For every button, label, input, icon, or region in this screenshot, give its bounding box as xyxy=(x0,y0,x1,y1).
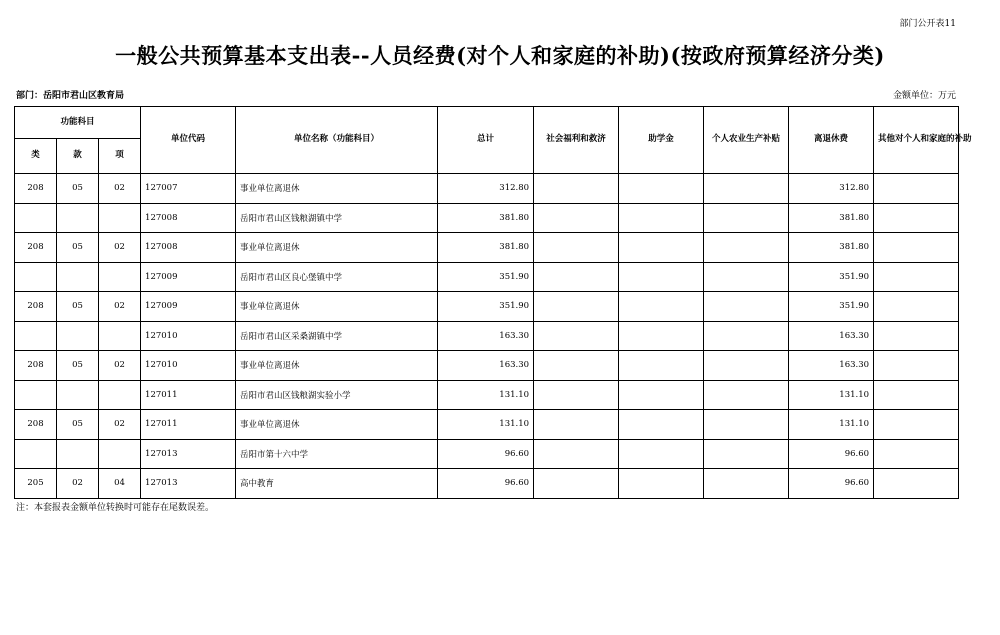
cell-lei xyxy=(15,203,57,233)
cell-lei: 208 xyxy=(15,351,57,381)
cell-stipend xyxy=(619,439,704,469)
cell-welfare xyxy=(534,469,619,499)
header-xiang: 项 xyxy=(99,139,141,174)
cell-unit-code: 127009 xyxy=(141,262,236,292)
header-retire: 离退休费 xyxy=(789,107,874,174)
cell-lei xyxy=(15,321,57,351)
cell-stipend xyxy=(619,380,704,410)
cell-agri-subsidy xyxy=(704,321,789,351)
cell-lei: 208 xyxy=(15,174,57,204)
cell-agri-subsidy xyxy=(704,292,789,322)
cell-unit-code: 127008 xyxy=(141,233,236,263)
cell-welfare xyxy=(534,351,619,381)
header-unit-name: 单位名称（功能科目） xyxy=(236,107,438,174)
cell-unit-name: 事业单位离退休 xyxy=(236,292,438,322)
cell-agri-subsidy xyxy=(704,262,789,292)
cell-lei: 208 xyxy=(15,233,57,263)
department-label: 部门：岳阳市君山区教育局 xyxy=(16,91,125,101)
cell-lei xyxy=(15,439,57,469)
table-row xyxy=(15,262,959,292)
cell-other-subsidy xyxy=(874,292,959,322)
header-other-subsidy: 其他对个人和家庭的补助 xyxy=(874,107,959,174)
cell-xiang xyxy=(99,321,141,351)
cell-stipend xyxy=(619,203,704,233)
cell-unit-code: 127007 xyxy=(141,174,236,204)
cell-other-subsidy xyxy=(874,262,959,292)
table-row xyxy=(15,439,959,469)
cell-unit-code: 127010 xyxy=(141,321,236,351)
cell-xiang: 04 xyxy=(99,469,141,499)
cell-welfare xyxy=(534,439,619,469)
cell-welfare xyxy=(534,174,619,204)
cell-kuan xyxy=(57,321,99,351)
cell-xiang xyxy=(99,262,141,292)
table-row xyxy=(15,351,959,381)
cell-lei xyxy=(15,380,57,410)
cell-kuan: 05 xyxy=(57,351,99,381)
cell-xiang xyxy=(99,439,141,469)
cell-unit-code: 127009 xyxy=(141,292,236,322)
cell-total: 163.30 xyxy=(438,321,534,351)
cell-kuan: 05 xyxy=(57,410,99,440)
table-row xyxy=(15,174,959,204)
table-row xyxy=(15,292,959,322)
cell-xiang: 02 xyxy=(99,233,141,263)
cell-agri-subsidy xyxy=(704,410,789,440)
cell-total: 312.80 xyxy=(438,174,534,204)
expenditure-table xyxy=(14,106,972,499)
cell-kuan xyxy=(57,439,99,469)
table-row xyxy=(15,380,959,410)
cell-agri-subsidy xyxy=(704,233,789,263)
cell-unit-name: 岳阳市君山区钱粮湖镇中学 xyxy=(236,203,438,233)
table-row xyxy=(15,233,959,263)
cell-total: 381.80 xyxy=(438,203,534,233)
cell-unit-name: 事业单位离退休 xyxy=(236,351,438,381)
cell-other-subsidy xyxy=(874,351,959,381)
header-func-subject: 功能科目 xyxy=(15,107,141,139)
cell-unit-code: 127008 xyxy=(141,203,236,233)
cell-xiang: 02 xyxy=(99,351,141,381)
cell-retire: 96.60 xyxy=(789,469,874,499)
cell-stipend xyxy=(619,262,704,292)
cell-total: 163.30 xyxy=(438,351,534,381)
cell-welfare xyxy=(534,410,619,440)
cell-stipend xyxy=(619,174,704,204)
cell-retire: 351.90 xyxy=(789,292,874,322)
cell-welfare xyxy=(534,292,619,322)
cell-total: 96.60 xyxy=(438,469,534,499)
header-unit-code: 单位代码 xyxy=(141,107,236,174)
cell-lei: 208 xyxy=(15,292,57,322)
cell-lei: 208 xyxy=(15,410,57,440)
cell-unit-code: 127011 xyxy=(141,410,236,440)
cell-unit-name: 岳阳市君山区良心堡镇中学 xyxy=(236,262,438,292)
cell-lei xyxy=(15,262,57,292)
page-title: 一般公共预算基本支出表--人员经费(对个人和家庭的补助)(按政府预算经济分类) xyxy=(115,43,885,68)
cell-stipend xyxy=(619,351,704,381)
cell-xiang xyxy=(99,203,141,233)
cell-other-subsidy xyxy=(874,410,959,440)
cell-retire: 381.80 xyxy=(789,233,874,263)
cell-stipend xyxy=(619,321,704,351)
cell-unit-name: 事业单位离退休 xyxy=(236,174,438,204)
header-welfare: 社会福利和救济 xyxy=(534,107,619,174)
cell-retire: 351.90 xyxy=(789,262,874,292)
cell-kuan: 05 xyxy=(57,174,99,204)
cell-kuan: 05 xyxy=(57,292,99,322)
cell-agri-subsidy xyxy=(704,439,789,469)
cell-kuan xyxy=(57,203,99,233)
cell-unit-name: 事业单位离退休 xyxy=(236,233,438,263)
cell-welfare xyxy=(534,321,619,351)
cell-total: 381.80 xyxy=(438,233,534,263)
header-row-1 xyxy=(15,107,959,139)
cell-xiang xyxy=(99,380,141,410)
cell-unit-name: 高中教育 xyxy=(236,469,438,499)
cell-lei: 205 xyxy=(15,469,57,499)
cell-stipend xyxy=(619,233,704,263)
cell-kuan: 02 xyxy=(57,469,99,499)
cell-total: 96.60 xyxy=(438,439,534,469)
cell-other-subsidy xyxy=(874,203,959,233)
header-lei: 类 xyxy=(15,139,57,174)
cell-xiang: 02 xyxy=(99,174,141,204)
cell-agri-subsidy xyxy=(704,174,789,204)
cell-unit-code: 127011 xyxy=(141,380,236,410)
cell-other-subsidy xyxy=(874,469,959,499)
header-total: 总计 xyxy=(438,107,534,174)
cell-agri-subsidy xyxy=(704,380,789,410)
cell-total: 351.90 xyxy=(438,262,534,292)
cell-unit-name: 事业单位离退休 xyxy=(236,410,438,440)
cell-other-subsidy xyxy=(874,439,959,469)
cell-welfare xyxy=(534,233,619,263)
header-kuan: 款 xyxy=(57,139,99,174)
cell-retire: 96.60 xyxy=(789,439,874,469)
cell-other-subsidy xyxy=(874,321,959,351)
cell-other-subsidy xyxy=(874,233,959,263)
cell-stipend xyxy=(619,292,704,322)
cell-total: 131.10 xyxy=(438,380,534,410)
cell-stipend xyxy=(619,410,704,440)
cell-retire: 381.80 xyxy=(789,203,874,233)
cell-kuan: 05 xyxy=(57,233,99,263)
cell-other-subsidy xyxy=(874,174,959,204)
cell-unit-name: 岳阳市第十六中学 xyxy=(236,439,438,469)
cell-kuan xyxy=(57,380,99,410)
cell-other-subsidy xyxy=(874,380,959,410)
table-row xyxy=(15,469,959,499)
cell-agri-subsidy xyxy=(704,351,789,381)
cell-total: 351.90 xyxy=(438,292,534,322)
cell-welfare xyxy=(534,380,619,410)
amount-unit-label: 金额单位：万元 xyxy=(892,91,956,101)
cell-total: 131.10 xyxy=(438,410,534,440)
cell-retire: 312.80 xyxy=(789,174,874,204)
cell-unit-code: 127013 xyxy=(141,439,236,469)
cell-retire: 163.30 xyxy=(789,351,874,381)
cell-unit-name: 岳阳市君山区钱粮湖实验小学 xyxy=(236,380,438,410)
footnote: 注：本套报表金额单位转换时可能存在尾数误差。 xyxy=(16,503,215,513)
report-code: 部门公开表11 xyxy=(899,19,956,29)
header-stipend: 助学金 xyxy=(619,107,704,174)
cell-agri-subsidy xyxy=(704,203,789,233)
cell-retire: 131.10 xyxy=(789,410,874,440)
cell-stipend xyxy=(619,469,704,499)
cell-xiang: 02 xyxy=(99,410,141,440)
table-row xyxy=(15,321,959,351)
cell-welfare xyxy=(534,203,619,233)
header-agri-subsidy: 个人农业生产补贴 xyxy=(704,107,789,174)
cell-unit-code: 127013 xyxy=(141,469,236,499)
cell-retire: 131.10 xyxy=(789,380,874,410)
cell-agri-subsidy xyxy=(704,469,789,499)
cell-xiang: 02 xyxy=(99,292,141,322)
cell-welfare xyxy=(534,262,619,292)
table-row xyxy=(15,203,959,233)
cell-unit-code: 127010 xyxy=(141,351,236,381)
cell-retire: 163.30 xyxy=(789,321,874,351)
cell-kuan xyxy=(57,262,99,292)
table-body xyxy=(15,174,959,499)
table-row xyxy=(15,410,959,440)
cell-unit-name: 岳阳市君山区采桑湖镇中学 xyxy=(236,321,438,351)
